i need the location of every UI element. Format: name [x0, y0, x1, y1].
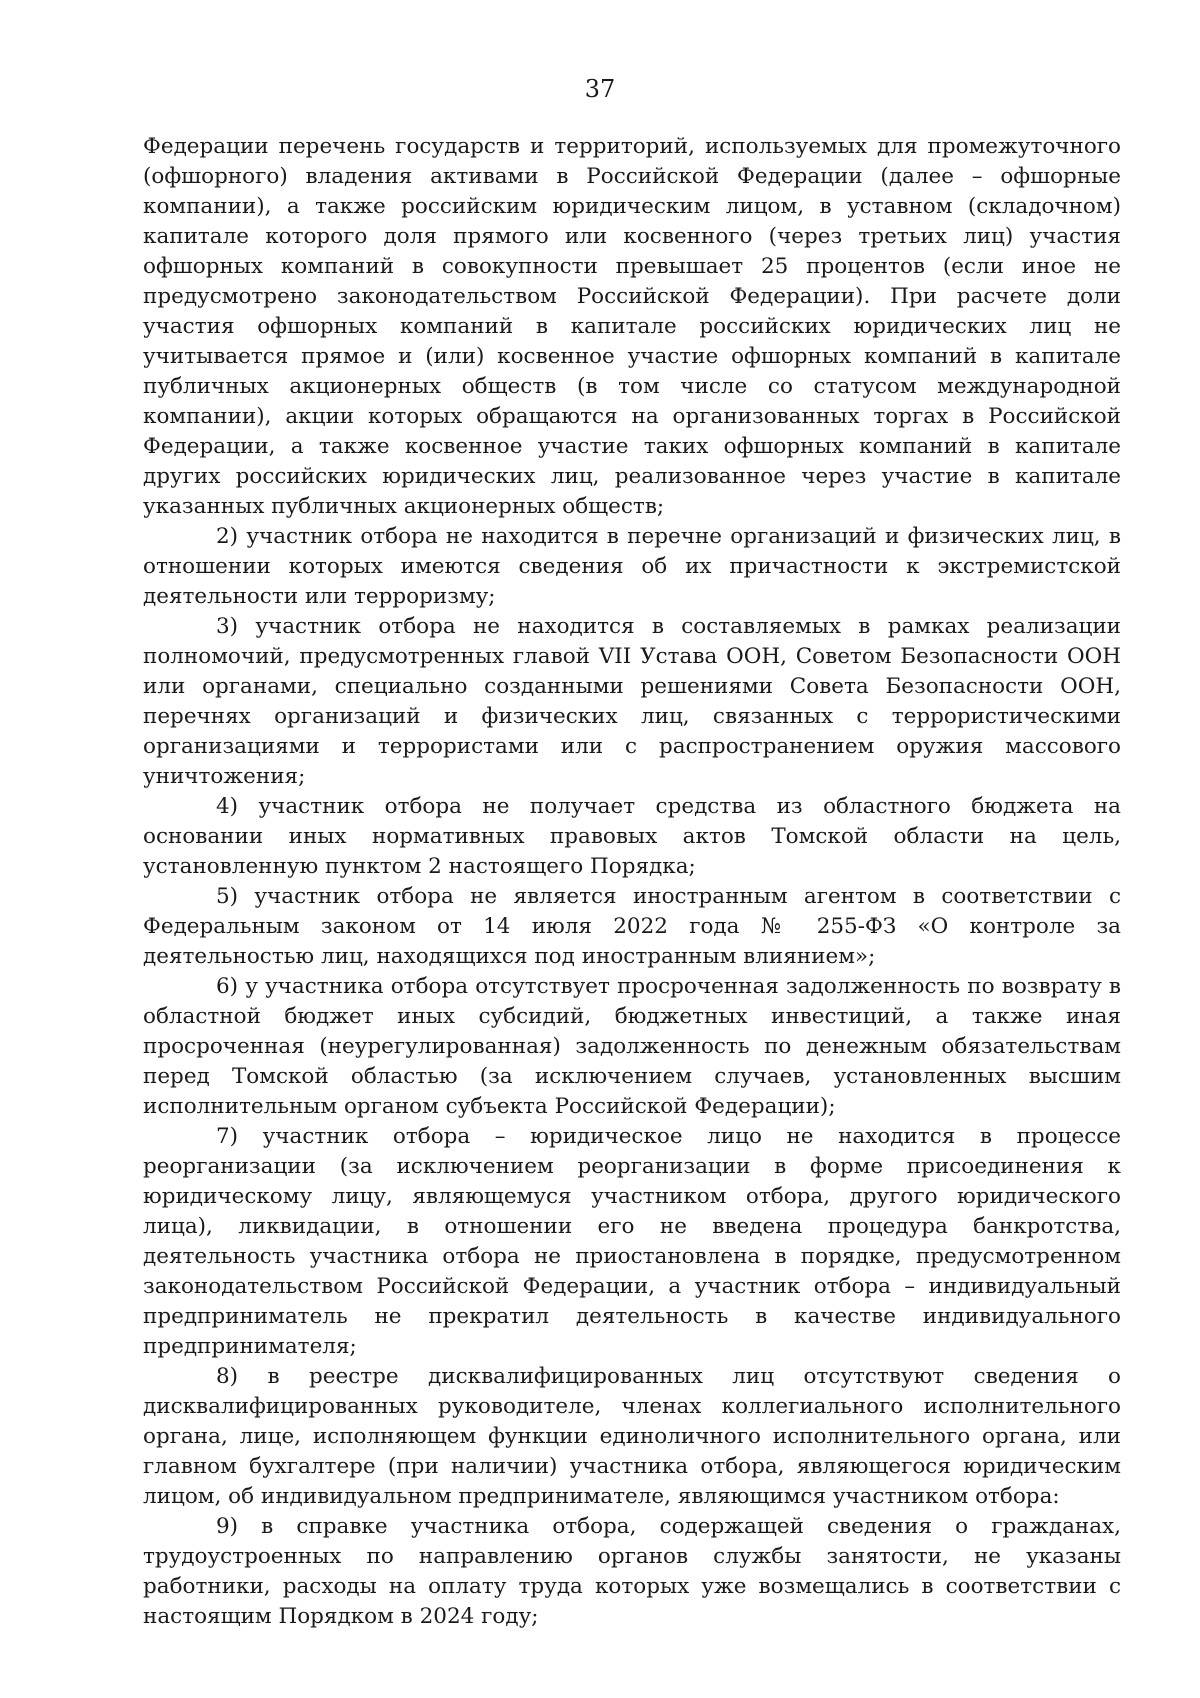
paragraph-item-9: 9) в справке участника отбора, содержащей сведения о гражданах, трудоустроенных по направлению органов службы занятости, не указаны работники, расходы на оплату труда которых уже возмещались в соответствии с настоящим Порядком в 2024 году; — [143, 1514, 1121, 1629]
paragraph-item-2: 2) участник отбора не находится в перечне организаций и физических лиц, в отношении которых имеются сведения об их причастности к экстремистской деятельности или терроризму; — [143, 524, 1121, 609]
paragraph-item-6: 6) у участника отбора отсутствует просроченная задолженность по возврату в областной бюджет иных субсидий, бюджетных инвестиций, а также иная просроченная (неурегулированная) задолженность по денежным обязательствам перед Томской областью (за исключением случаев, установленных высшим исполнительным органом субъекта Российской Федерации); — [143, 974, 1121, 1119]
document-body — [143, 132, 1121, 1632]
paragraph-item-4: 4) участник отбора не получает средства из областного бюджета на основании иных нормативных правовых актов Томской области на цель, установленную пунктом 2 настоящего Порядка; — [143, 794, 1121, 879]
page-number: 37 — [584, 75, 616, 103]
paragraph-offshore-continuation: Федерации перечень государств и территорий, используемых для промежуточного (офшорного) владения активами в Российской Федерации (далее – офшорные компании), а также российским юридическим лицом, в уставном (складочном) капитале которого доля прямого или косвенного (через третьих лиц) участия офшорных компаний в совокупности превышает 25 процентов (если иное не предусмотрено законодательством Российской Федерации). При расчете доли участия офшорных компаний в капитале российских юридических лиц не учитывается прямое и (или) косвенное участие офшорных компаний в капитале публичных акционерных обществ (в том числе со статусом международной компании), акции которых обращаются на организованных торгах в Российской Федерации, а также косвенное участие таких офшорных компаний в капитале других российских юридических лиц, реализованное через участие в капитале указанных публичных акционерных обществ; — [143, 134, 1121, 519]
paragraph-item-8: 8) в реестре дисквалифицированных лиц отсутствуют сведения о дисквалифицированных руководителе, членах коллегиального исполнительного органа, лице, исполняющем функции единоличного исполнительного органа, или главном бухгалтере (при наличии) участника отбора, являющегося юридическим лицом, об индивидуальном предпринимателе, являющимся участником отбора: — [143, 1364, 1121, 1509]
paragraph-item-3: 3) участник отбора не находится в составляемых в рамках реализации полномочий, предусмотренных главой VII Устава ООН, Советом Безопасности ООН или органами, специально созданными решениями Совета Безопасности ООН, перечнях организаций и физических лиц, связанных с террористическими организациями и террористами или с распространением оружия массового уничтожения; — [143, 614, 1121, 789]
paragraph-item-7: 7) участник отбора – юридическое лицо не находится в процессе реорганизации (за исключением реорганизации в форме присоединения к юридическому лицу, являющемуся участником отбора, другого юридического лица), ликвидации, в отношении его не введена процедура банкротства, деятельность участника отбора не приостановлена в порядке, предусмотренном законодательством Российской Федерации, а участник отбора – индивидуальный предприниматель не прекратил деятельность в качестве индивидуального предпринимателя; — [143, 1124, 1121, 1359]
paragraph-item-5: 5) участник отбора не является иностранным агентом в соответствии с Федеральным законом от 14 июля 2022 года № 255-ФЗ «О контроле за деятельностью лиц, находящихся под иностранным влиянием»; — [143, 884, 1121, 969]
